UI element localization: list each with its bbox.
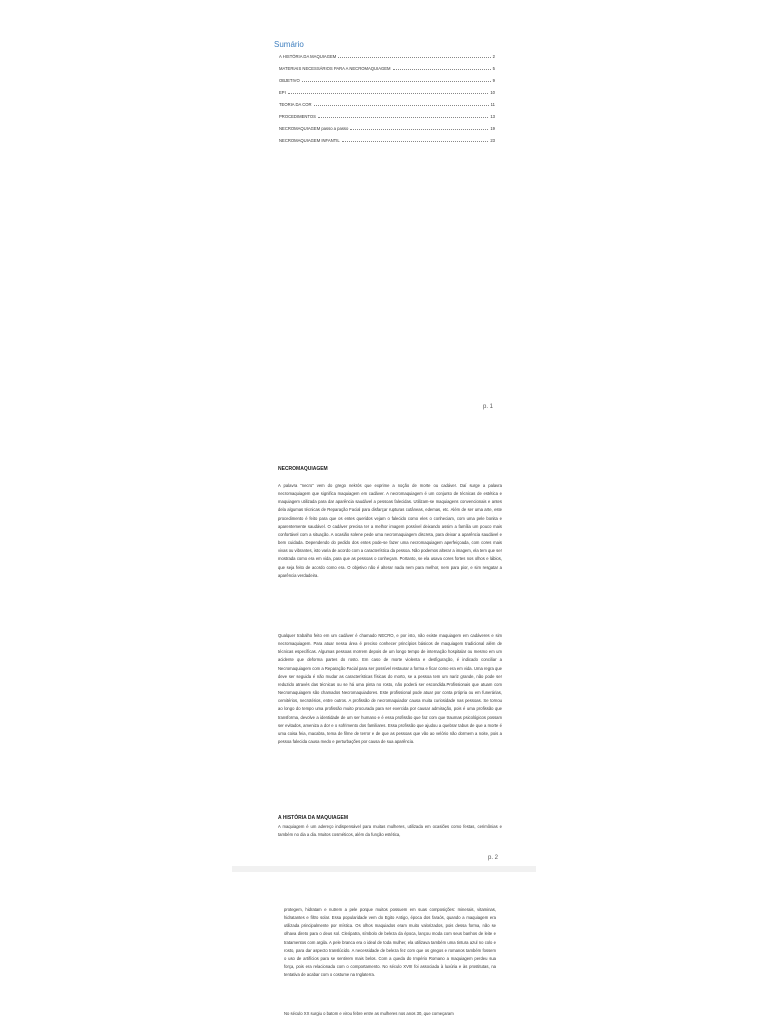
document-page-2 xyxy=(232,446,536,866)
toc-item[interactable] xyxy=(279,111,495,123)
toc-item[interactable] xyxy=(279,87,495,99)
toc-item-page: 11 xyxy=(490,102,495,107)
toc-leader-dots xyxy=(314,102,489,106)
toc-item-page: 19 xyxy=(490,126,495,131)
toc-item-label: MATERIAIS NECESSÁRIOS PARA A NECROMAQUIAGEM xyxy=(279,66,391,71)
toc-item-label: A HISTÓRIA DA MAQUIAGEM xyxy=(279,54,337,59)
toc-item-page: 9 xyxy=(492,78,495,83)
toc-item[interactable] xyxy=(279,51,495,63)
toc-item-page: 10 xyxy=(490,90,495,95)
toc-item-page: 13 xyxy=(490,114,495,119)
toc-item-page: 23 xyxy=(490,138,495,143)
toc-item-label: OBJETIVO xyxy=(279,78,300,83)
toc-item[interactable] xyxy=(279,123,495,135)
toc-item-label: PROCEDIMENTOS xyxy=(279,114,316,119)
page-number: p. 1 xyxy=(483,404,494,410)
toc-item[interactable] xyxy=(279,63,495,75)
body-paragraph: protegem, hidratam e nutrem a pele porque muitos possuem em suas composições: minerais, vitaminas, hidratantes e filtro solar. Essa popularidade vem do Egito Antigo, época dos faraós, quando a maquiagem era utilizada principalmente por mística. Os olhos maquiados eram muito valorizados, pois dessa forma, não se olhava direto para o deus sol. Cleópatra, símbolo de beleza da época, lançou moda com seus banhos de leite e tratamentos com argila. A pele branca era o ideal de toda mulher, ela utilizava também uma tintura azul no colo e rosto, para dar aspecto translúcido. A necessidade de beleza fez com que os gregos e romanos também fossem o uso de artifícios para se sentirem mais belos. Com a queda do Império Romano a maquiagem perdeu sua força, pois era relacionada com o comportamento. No século XVIII foi associada à luxúria e às prostitutas, na tentativa de acabar com o costume na Inglaterra. xyxy=(284,907,496,978)
toc-item-label: TEORIA DA COR xyxy=(279,102,312,107)
toc-leader-dots xyxy=(318,114,488,118)
document-page-1 xyxy=(232,0,536,430)
body-paragraph: A palavra "necro" vem do grego nekrós que exprime a noção de morte ou cadáver. Daí surge a palavra necromaquiagem que significa maquiagem em cadáver. A necromaquiagem é um conjunto de técnicas de estética e maquiagem utilizada para dar aparência saudável a pessoas falecidas. Utilizam-se maquiagens convencionais e antes dela algumas técnicas de Reparação Facial para disfarçar rupturas cutâneas, edemas, etc. Além de ser uma arte, este procedimento é feito para que os entes queridos vejam o falecido como eles o conheciam, com uma pele bonita e aparentemente saudável. O cadáver precisa ter a melhor imagem possível deixando assim a família um pouco mais confortável com a situação. A ocasião solene pede uma necromaquiagem discreta, para deixar a aparência saudável e bem cuidada. Dependendo do pedido dos entes pode-se fazer uma necromaquiagem aperfeiçoada, com cores mais vivas ou vibrantes, isto varia de acordo com a característica da pessoa. Não podemos alterar a imagem, ela tem que ser mostrada como era em vida, para que as pessoas o conheçam. Portanto, se ela usava cores fortes nos olhos e lábios, que seja feito de acordo como era. O objetivo não é alterar nada nem para melhor, nem para pior, e sim resgatar a aparência verdadeira. xyxy=(278,483,502,578)
toc-leader-dots xyxy=(338,54,490,58)
toc-item-page: 5 xyxy=(492,66,495,71)
document-page-3 xyxy=(232,872,536,1024)
table-of-contents xyxy=(279,51,495,147)
body-paragraph: No século XX surgiu o batom e virou febre entre as mulheres nos anos 30, que começaram xyxy=(284,1011,454,1016)
body-paragraph: Qualquer trabalho feito em um cadáver é chamado NECRO, e por isto, não existe maquiagem em cadáveres e sim necromaquiagem. Para atuar nessa área é preciso conhecer princípios básicos de maquiagem tradicional além de técnicas específicas. Algumas pessoas morrem depois de um longo tempo de internação hospitalar ou mesmo em um acidente que deforma partes do rosto. Em caso de morte violenta e desfiguração, é indicado conciliar a Necromaquiagem com a Reparação Facial para ser possível restaurar a forma e ficar como era em vida. Uma regra que deve ser seguida é não mudar as características físicas do morto, se a pessoa tem um nariz grande, não pode ser reduzido através das técnicas ou se há uma pinta no rosto, não poderá ser escondida.Profissionais que atuam com Necromaquiagem são chamados Necromaquiadores. Este profissional pode atuar por conta própria ou em funerárias, cemitérios, necrotérios, entre outros. A profissão de necromaquiador causa muita curiosidade nas pessoas. Se tornou ao longo do tempo uma profissão muito procurada para ser exercida por causar admiração, pois é uma profissão que transforma, devolve a identidade de um ser humano e é essa profissão que faz com que traumas psicológicos possam ser evitados, ameniza a dor e o sofrimento dos familiares. Essa profissão que ajudou a quebrar tabus de que a morte é uma coisa feia, macabra, tema de filme de terror e de que as pessoas que vão ao velório não dormem a noite, pois a pessoa falecida causa medo e perturbações por causa de sua aparência. xyxy=(278,633,502,745)
toc-title: Sumário xyxy=(274,40,304,49)
toc-item[interactable] xyxy=(279,135,495,147)
toc-item-label: NECROMAQUIAGEM INFANTIL xyxy=(279,138,340,143)
toc-leader-dots xyxy=(302,78,491,82)
section-heading: A HISTÓRIA DA MAQUIAGEM xyxy=(278,815,348,821)
toc-item[interactable] xyxy=(279,99,495,111)
page-number: p. 2 xyxy=(488,855,499,861)
toc-item[interactable] xyxy=(279,75,495,87)
section-heading: NECROMAQUIAGEM xyxy=(278,466,328,472)
body-paragraph: A maquiagem é um adereço indispensável para muitas mulheres, utilizada em ocasiões como festas, cerimônias e também no dia a dia. Muitos cosméticos, além da função estética, xyxy=(278,824,502,838)
toc-item-label: NECROMAQUIAGEM passo a passo xyxy=(279,126,349,131)
toc-leader-dots xyxy=(350,126,488,130)
toc-item-label: EPI xyxy=(279,90,286,95)
toc-item-page: 2 xyxy=(492,54,495,59)
toc-leader-dots xyxy=(288,90,489,94)
toc-leader-dots xyxy=(393,66,491,70)
toc-leader-dots xyxy=(342,138,489,142)
